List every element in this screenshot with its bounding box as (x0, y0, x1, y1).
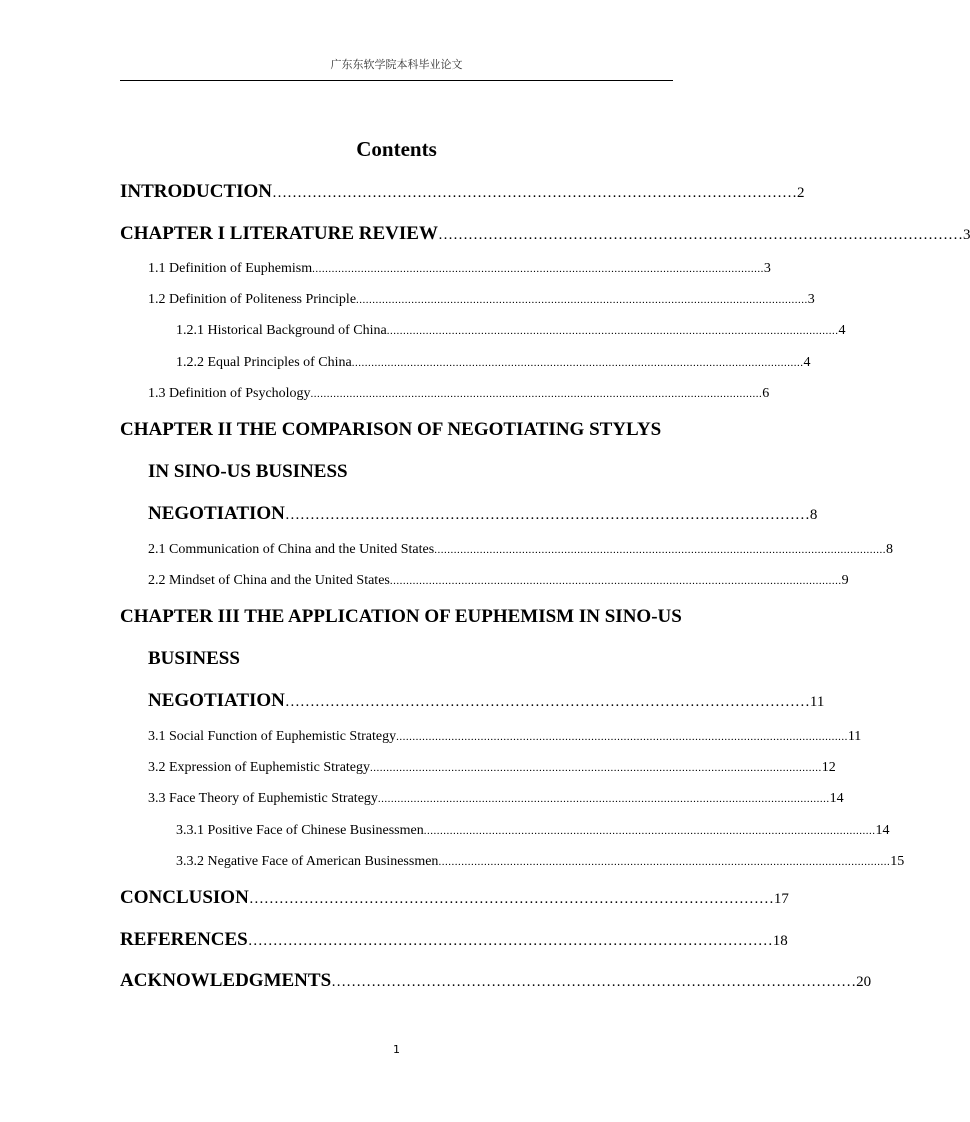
toc-page-number: 18 (772, 933, 788, 949)
toc-entry-1-3[interactable] (148, 386, 770, 402)
toc-label: NEGOTIATION (148, 690, 285, 711)
toc-page-number: 4 (803, 355, 811, 370)
toc-entry-1-2-1[interactable] (176, 323, 846, 339)
toc-label: ACKNOWLEDGMENTS (120, 970, 332, 991)
toc-chapter-2-line-1[interactable]: CHAPTER II THE COMPARISON OF NEGOTIATING STYLYS (120, 419, 662, 440)
toc-entry-chapter-1[interactable] (120, 223, 970, 245)
toc-leader: ........................................................................................................................................... (389, 575, 842, 587)
toc-label: 3.2 Expression of Euphemistic Strategy (148, 760, 371, 775)
toc-entry-1-2[interactable] (148, 292, 815, 308)
toc-entry-1-2-2[interactable] (176, 355, 811, 371)
toc-page-number: 14 (875, 823, 890, 838)
toc-label: 3.1 Social Function of Euphemistic Strategy (148, 729, 397, 744)
toc-leader: …………………………………………………………………………………………… (284, 694, 810, 710)
contents-title: Contents (356, 137, 437, 161)
toc-label: INTRODUCTION (120, 181, 273, 202)
toc-leader: …………………………………………………………………………………………… (247, 933, 773, 949)
toc-leader: …………………………………………………………………………………………… (437, 227, 963, 243)
toc-page-number: 3 (807, 292, 815, 307)
toc-entry-2-2[interactable] (148, 573, 849, 589)
toc-label: 1.3 Definition of Psychology (148, 386, 311, 401)
toc-label: 3.3.2 Negative Face of American Businessmen (176, 854, 439, 869)
toc-entry-references[interactable] (120, 929, 788, 951)
toc-leader: ........................................................................................................................................... (423, 825, 876, 837)
page-number: 1 (393, 1043, 400, 1056)
toc-leader: …………………………………………………………………………………………… (272, 185, 798, 201)
toc-label: 1.1 Definition of Euphemism (148, 261, 313, 276)
toc-leader: ........................................................................................................................................... (386, 325, 839, 337)
toc-entry-3-3-2[interactable] (176, 854, 905, 870)
toc-page-number: 14 (829, 791, 844, 806)
toc-entry-introduction[interactable] (120, 181, 805, 203)
toc-leader: …………………………………………………………………………………………… (284, 507, 810, 523)
toc-entry-3-1[interactable] (148, 729, 862, 745)
toc-label: NEGOTIATION (148, 503, 285, 524)
toc-label: 2.1 Communication of China and the United States (148, 542, 435, 557)
toc-page-number: 11 (809, 694, 825, 710)
toc-page-number: 9 (841, 573, 849, 588)
toc-entry-chapter-3[interactable] (148, 690, 825, 712)
toc-entry-3-3-1[interactable] (176, 823, 890, 839)
toc-leader: …………………………………………………………………………………………… (248, 891, 774, 907)
toc-page-number: 2 (797, 185, 805, 201)
toc-page-number: 3 (763, 261, 771, 276)
toc-leader: ........................................................................................................................................... (370, 762, 822, 774)
header-rule (120, 80, 673, 81)
toc-leader: ........................................................................................................................................... (438, 856, 891, 868)
toc-leader: …………………………………………………………………………………………… (331, 974, 857, 990)
toc-page-number: 20 (856, 974, 872, 990)
toc-leader: ........................................................................................................................................... (434, 544, 886, 556)
toc-leader: ........................................................................................................................................... (310, 388, 763, 400)
toc-chapter-3-line-1[interactable]: CHAPTER III THE APPLICATION OF EUPHEMISM IN SINO-US (120, 606, 682, 627)
toc-page-number: 17 (773, 891, 789, 907)
toc-entry-chapter-2[interactable] (148, 503, 818, 525)
toc-label: 3.3.1 Positive Face of Chinese Businessmen (176, 823, 424, 838)
toc-page-number: 12 (821, 760, 836, 775)
toc-label: 1.2.2 Equal Principles of China (176, 355, 352, 370)
toc-label: 2.2 Mindset of China and the United States (148, 573, 390, 588)
toc-leader: ........................................................................................................................................... (312, 263, 764, 275)
toc-page-number: 3 (962, 227, 970, 243)
running-header: 广东东软学院本科毕业论文 (330, 58, 463, 71)
toc-page-number: 8 (885, 542, 893, 557)
toc-page-number: 6 (762, 386, 770, 401)
toc-entry-3-3[interactable] (148, 791, 844, 807)
toc-page-number: 8 (809, 507, 818, 523)
toc-chapter-2-line-2[interactable]: IN SINO-US BUSINESS (148, 461, 348, 482)
toc-leader: ........................................................................................................................................... (396, 731, 848, 743)
toc-label: 3.3 Face Theory of Euphemistic Strategy (148, 791, 378, 806)
toc-label: CHAPTER I LITERATURE REVIEW (120, 223, 438, 244)
toc-label: CONCLUSION (120, 887, 249, 908)
toc-leader: ........................................................................................................................................... (356, 294, 808, 306)
toc-entry-1-1[interactable] (148, 261, 771, 277)
toc-label: 1.2 Definition of Politeness Principle (148, 292, 357, 307)
toc-entry-2-1[interactable] (148, 542, 893, 558)
toc-entry-3-2[interactable] (148, 760, 836, 776)
toc-entry-conclusion[interactable] (120, 887, 789, 909)
toc-chapter-3-line-2[interactable]: BUSINESS (148, 648, 240, 669)
toc-label: 1.2.1 Historical Background of China (176, 323, 387, 338)
toc-leader: ........................................................................................................................................... (351, 357, 804, 369)
toc-page-number: 15 (890, 854, 905, 869)
toc-leader: ........................................................................................................................................... (377, 793, 830, 805)
toc-page-number: 11 (847, 729, 862, 744)
toc-entry-acknowledgments[interactable] (120, 970, 872, 992)
toc-page-number: 4 (838, 323, 846, 338)
toc-label: REFERENCES (120, 929, 248, 950)
